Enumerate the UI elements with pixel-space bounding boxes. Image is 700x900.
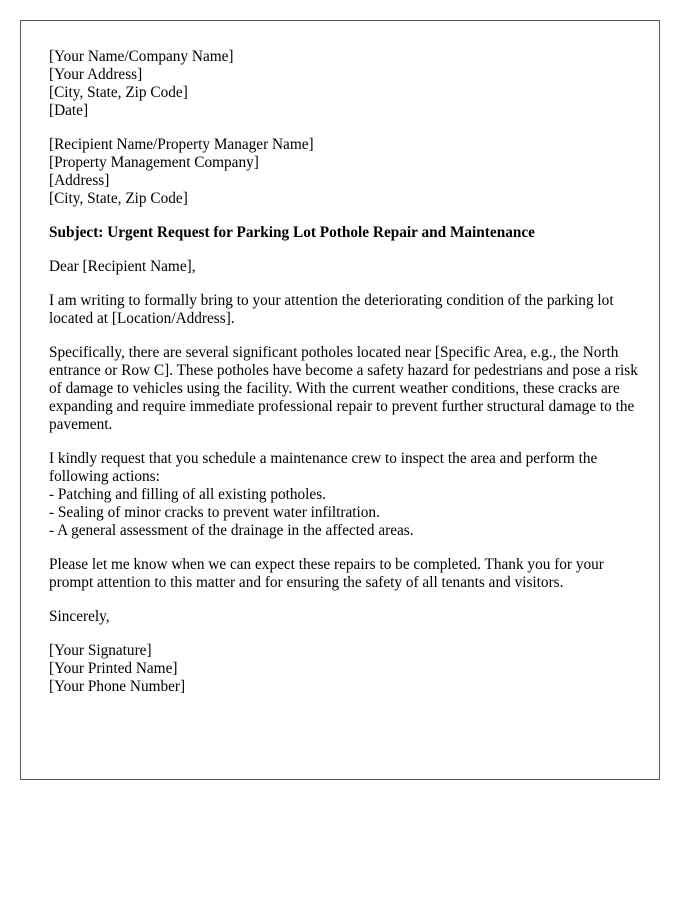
body-paragraph-4: Please let me know when we can expect these repairs to be completed. Thank you for your prompt attention to this matter and for ensuring the safety of all tenants and visitors. [49, 556, 604, 591]
sender-address: [Your Address] [49, 66, 143, 83]
recipient-address: [Address] [49, 172, 110, 189]
signature-block [49, 642, 639, 696]
recipient-name: [Recipient Name/Property Manager Name] [49, 136, 314, 153]
sender-city-state-zip: [City, State, Zip Code] [49, 84, 188, 101]
action-item: - A general assessment of the drainage in the affected areas. [49, 522, 414, 539]
letter-body [49, 48, 639, 712]
letter-date: [Date] [49, 102, 89, 119]
sender-name: [Your Name/Company Name] [49, 48, 234, 65]
action-item: - Patching and filling of all existing potholes. [49, 486, 327, 503]
recipient-company: [Property Management Company] [49, 154, 259, 171]
signature-line: [Your Signature] [49, 642, 152, 659]
sender-block [49, 48, 639, 120]
phone-number: [Your Phone Number] [49, 678, 186, 695]
body-paragraph-3 [49, 450, 639, 540]
actions-intro: I kindly request that you schedule a maintenance crew to inspect the area and perform the following actions: [49, 450, 598, 485]
body-paragraph-1: I am writing to formally bring to your attention the deteriorating condition of the parking lot located at [Location/Address]. [49, 292, 614, 327]
closing: Sincerely, [49, 608, 110, 625]
body-paragraph-2: Specifically, there are several significant potholes located near [Specific Area, e.g., the North entrance or Row C]. These potholes have become a safety hazard for pedestrians and pose a risk of damage to vehicles using the facility. With the current weather conditions, these cracks are expanding and require immediate professional repair to prevent further structural damage to the pavement. [49, 344, 638, 433]
letter-subject: Subject: Urgent Request for Parking Lot Pothole Repair and Maintenance [49, 224, 535, 241]
action-item: - Sealing of minor cracks to prevent water infiltration. [49, 504, 380, 521]
salutation: Dear [Recipient Name], [49, 258, 196, 275]
printed-name: [Your Printed Name] [49, 660, 178, 677]
recipient-city-state-zip: [City, State, Zip Code] [49, 190, 188, 207]
recipient-block [49, 136, 639, 208]
